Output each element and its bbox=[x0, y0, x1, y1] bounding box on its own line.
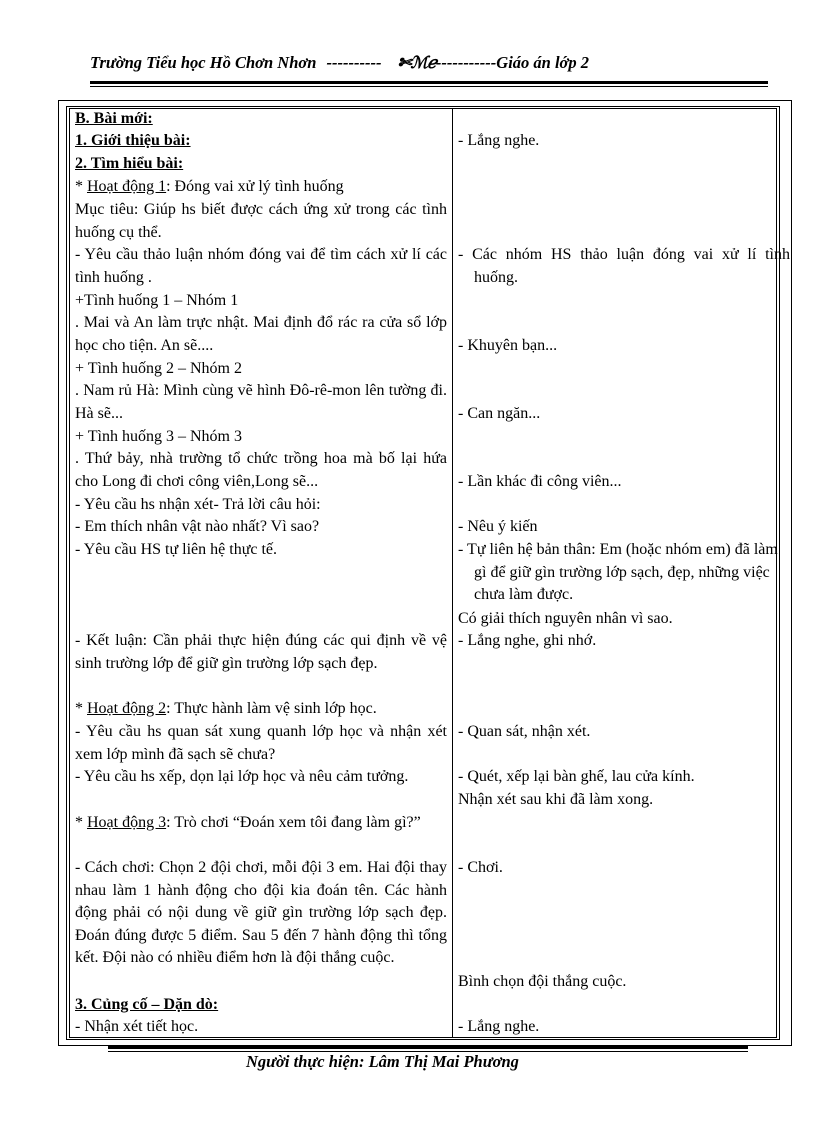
situation-2-title: + Tình huống 2 – Nhóm 2 bbox=[75, 360, 242, 377]
comment-after: Nhận xét sau khi đã làm xong. bbox=[458, 791, 654, 808]
situation-1-title: +Tình huống 1 – Nhóm 1 bbox=[75, 292, 239, 309]
park-next-time: - Lần khác đi công viên... bbox=[458, 473, 622, 490]
section-3-title: 3. Củng cố – Dặn dò: bbox=[75, 996, 219, 1013]
teacher-name: Người thực hiện: Lâm Thị Mai Phương bbox=[246, 1052, 519, 1071]
activity-1-heading: * Hoạt động 1: Đóng vai xử lý tình huống bbox=[75, 178, 344, 195]
situation-1-text: . Mai và An làm trực nhật. Mai định đổ rác ra cửa sổ lớp học cho tiện. An sẽ.... bbox=[75, 314, 447, 354]
listen-1: - Lắng nghe. bbox=[458, 132, 540, 149]
dissuade: - Can ngăn... bbox=[458, 405, 541, 422]
sweep-arrange: - Quét, xếp lại bàn ghế, lau cửa kính. bbox=[458, 768, 695, 785]
section-b-title: B. Bài mới: bbox=[75, 110, 153, 127]
discussion-request: - Yêu cầu thảo luận nhóm đóng vai để tìm cách xử lí các tình huống . bbox=[75, 246, 447, 286]
activity-3-label: Hoạt động 3 bbox=[87, 814, 167, 831]
footer-rule-thick bbox=[108, 1046, 748, 1049]
decorative-logo: ✄ℳℯ bbox=[397, 53, 436, 72]
favorite-character-question: - Em thích nhân vật nào nhất? Vì sao? bbox=[75, 518, 320, 535]
situation-3-text: . Thứ bảy, nhà trường tổ chức trồng hoa mà bố lại hứa cho Long đi chơi công viên,Long sẽ... bbox=[75, 450, 447, 490]
column-divider bbox=[452, 108, 453, 1038]
listen-2: - Lắng nghe. bbox=[458, 1018, 540, 1035]
activity-1-label: Hoạt động 1 bbox=[87, 178, 167, 195]
lesson-review: - Nhận xét tiết học. bbox=[75, 1018, 199, 1035]
groups-discuss: - Các nhóm HS thảo luận đóng vai xử lí tình huống. bbox=[458, 246, 790, 286]
advise-friend: - Khuyên bạn... bbox=[458, 337, 558, 354]
comment-request: - Yêu cầu hs nhận xét- Trả lời câu hỏi: bbox=[75, 496, 321, 513]
header-dashes-right: ----------- bbox=[435, 53, 497, 72]
listen-remember: - Lắng nghe, ghi nhớ. bbox=[458, 632, 597, 649]
game-rules: - Cách chơi: Chọn 2 đội chơi, mỗi đội 3 em. Hai đội thay nhau làm 1 hành động cho đội kia đoán tên. Các hành động phải có nội dung về giữ gìn trường lớp sạch đẹp. Đoán đúng được 5 điểm. Sau 5 đến 7 hành động thì tổng kết. Đội nào có nhiều điểm hơn là đội thắng cuộc. bbox=[75, 859, 447, 967]
conclusion-text: - Kết luận: Cần phải thực hiện đúng các qui định về vệ sinh trường lớp để giữ gìn trường lớp sạch đẹp. bbox=[75, 632, 447, 672]
observe-request: - Yêu cầu hs quan sát xung quanh lớp học và nhận xét xem lớp mình đã sạch sẽ chưa? bbox=[75, 723, 447, 763]
tidy-request: - Yêu cầu hs xếp, dọn lại lớp học và nêu cảm tưởng. bbox=[75, 768, 409, 785]
activity-3-heading: * Hoạt động 3: Trò chơi “Đoán xem tôi đang làm gì?” bbox=[75, 814, 421, 831]
vote-winner: Bình chọn đội thắng cuộc. bbox=[458, 973, 627, 990]
header-rule-thick bbox=[90, 81, 768, 84]
observe-comment: - Quan sát, nhận xét. bbox=[458, 723, 591, 740]
self-relate: - Tự liên hệ bản thân: Em (hoặc nhóm em) đã làm gì để giữ gìn trường lớp sạch, đẹp, những việc chưa làm được. bbox=[458, 541, 778, 604]
activity-2-label: Hoạt động 2 bbox=[87, 700, 167, 717]
section-1-title: 1. Giới thiệu bài: bbox=[75, 132, 191, 149]
page-header bbox=[90, 53, 790, 77]
header-dashes-left: ---------- bbox=[326, 53, 382, 72]
school-name: Trường Tiểu học Hồ Chơn Nhơn bbox=[90, 53, 317, 72]
situation-2-text: . Nam rủ Hà: Mình cùng vẽ hình Đô-rê-mon lên tường đi. Hà sẽ... bbox=[75, 382, 447, 422]
situation-3-title: + Tình huống 3 – Nhóm 3 bbox=[75, 428, 242, 445]
activity-2-heading: * Hoạt động 2: Thực hành làm vệ sinh lớp học. bbox=[75, 700, 377, 717]
lesson-plan-label: Giáo án lớp 2 bbox=[496, 53, 590, 72]
objective-text: Mục tiêu: Giúp hs biết được cách ứng xử trong các tình huống cụ thể. bbox=[75, 201, 447, 241]
explain-reason: Có giải thích nguyên nhân vì sao. bbox=[458, 610, 673, 627]
section-2-title: 2. Tìm hiểu bài: bbox=[75, 155, 184, 172]
self-relate-request: - Yêu cầu HS tự liên hệ thực tế. bbox=[75, 541, 278, 558]
give-opinion: - Nêu ý kiến bbox=[458, 518, 538, 535]
play: - Chơi. bbox=[458, 859, 503, 876]
header-rule-thin bbox=[90, 86, 768, 87]
